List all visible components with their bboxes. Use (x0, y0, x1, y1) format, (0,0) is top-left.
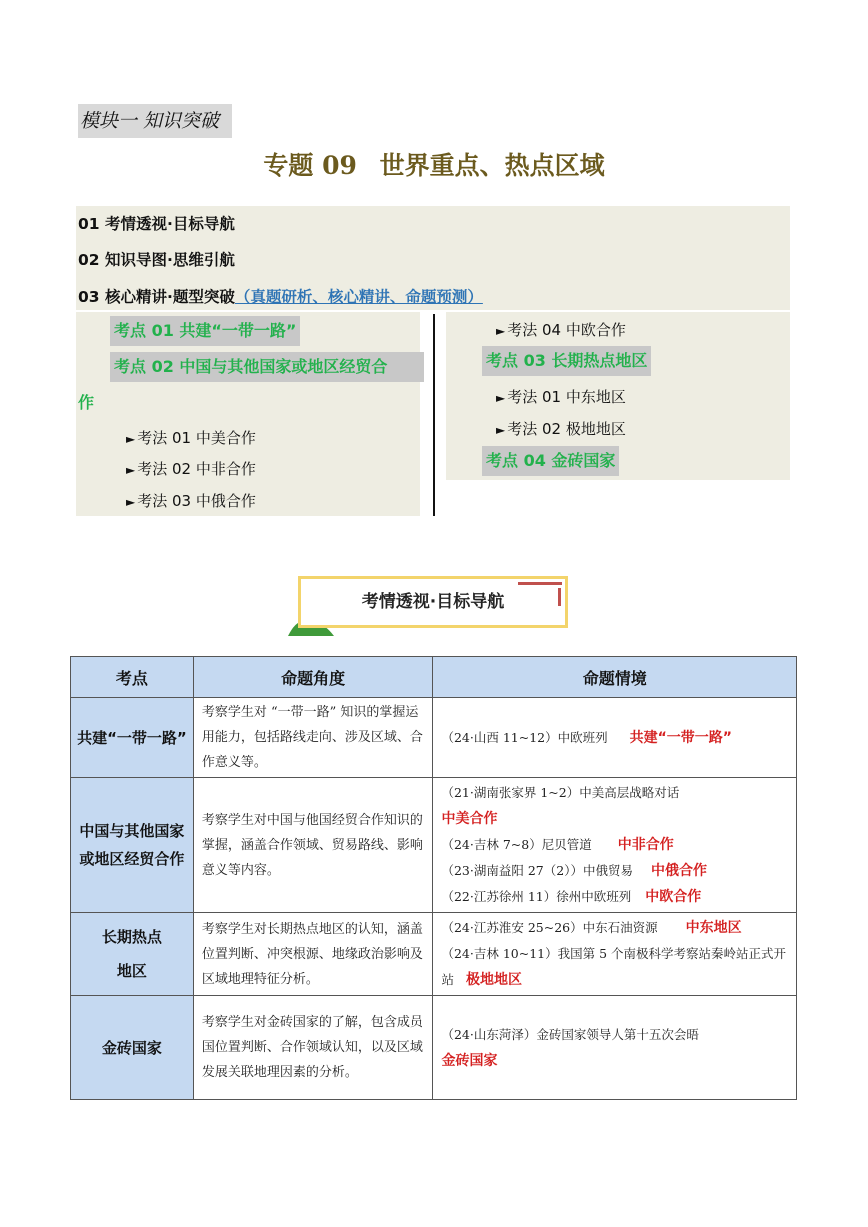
context-line (441, 832, 788, 858)
row-context (433, 913, 797, 996)
module-tag: 模块一 知识突破 (78, 104, 232, 138)
toc-divider (433, 314, 435, 516)
row-angle: 考察学生对长期热点地区的认知，涵盖位置判断、冲突根源、地缘政治影响及区域地理特征分析。 (193, 913, 433, 996)
table-row (71, 913, 797, 996)
context-line (441, 915, 788, 941)
triangle-icon: ► (496, 324, 506, 338)
context-text: （24·江苏淮安 25~26）中东石油资源 (441, 920, 658, 935)
context-tag: 中非合作 (617, 837, 674, 853)
row-angle: 考察学生对中国与他国经贸合作知识的掌握，涵盖合作领域、贸易路线、影响意义等内容。 (193, 778, 433, 913)
toc-kd-2[interactable]: 考点 02 中国与其他国家或地区经贸合 (110, 352, 424, 382)
row-context (433, 778, 797, 913)
toc-item-2[interactable]: 02 知识导图·思维引航 (78, 251, 235, 269)
table-row (71, 698, 797, 778)
header-angle: 命题角度 (193, 657, 433, 698)
toc-kd-4[interactable]: 考点 04 金砖国家 (482, 446, 619, 476)
toc-item-1[interactable]: 01 考情透视·目标导航 (78, 215, 235, 233)
context-tag: 中欧合作 (645, 889, 702, 905)
toc-kd-3[interactable]: 考点 03 长期热点地区 (482, 346, 651, 376)
triangle-icon: ► (126, 432, 136, 446)
toc-item-3-label: 03 核心精讲·题型突破 (78, 288, 235, 306)
triangle-icon: ► (496, 423, 506, 437)
title-prefix: 专题 (263, 151, 314, 180)
context-text: （22·江苏徐州 11）徐州中欧班列 (441, 889, 632, 904)
context-tag: 共建“一带一路” (629, 729, 733, 746)
context-text: （23·湖南益阳 27（2））中俄贸易 (441, 863, 633, 878)
table-header-row (71, 657, 797, 698)
context-text: （24·吉林 7~8）尼贝管道 (441, 837, 592, 852)
row-angle: 考察学生对 “一带一路” 知识的掌握运用能力，包括路线走向、涉及区域、合作意义等。 (193, 698, 433, 778)
title-text: 世界重点、热点区域 (379, 151, 605, 180)
row-point: 共建“一带一路” (71, 698, 194, 778)
context-tag: 金砖国家 (441, 1052, 498, 1069)
row-point-line2: 或地区经贸合作 (79, 850, 185, 868)
toc-kf-3[interactable] (126, 490, 256, 511)
row-context (433, 996, 797, 1100)
toc-kf-1[interactable] (126, 427, 256, 448)
context-line (441, 884, 788, 910)
row-context (433, 698, 797, 778)
toc-kf-2[interactable] (126, 458, 256, 479)
toc-kf-5[interactable] (496, 386, 626, 407)
toc-kf-5-label: 考法 01 中东地区 (507, 388, 626, 406)
triangle-icon: ► (496, 391, 506, 405)
context-line (441, 941, 788, 993)
context-text: （24·山西 11~12）中欧班列 (441, 729, 608, 745)
context-tag: 中东地区 (685, 920, 742, 936)
context-text: （24·吉林 10~11）我国第 5 个南极科学考察站秦岭站正式开站 (441, 946, 787, 987)
toc-kf-4[interactable] (496, 319, 626, 340)
row-point-line2: 地区 (116, 962, 147, 980)
context-text: （24·山东菏泽）金砖国家领导人第十五次会晤 (441, 1026, 699, 1042)
toc-kd-2-cont: 作 (78, 393, 95, 412)
toc-item-3-sub[interactable]: （真题研析、核心精讲、命题预测） (234, 288, 483, 306)
row-point (71, 913, 194, 996)
nav-title: 考情透视·目标导航 (361, 592, 505, 612)
row-point-line1: 中国与其他国家 (79, 822, 185, 840)
triangle-icon: ► (126, 495, 136, 509)
row-point (71, 778, 194, 913)
toc-kd-1[interactable]: 考点 01 共建“一带一路” (110, 316, 300, 346)
header-context: 命题情境 (433, 657, 797, 698)
row-angle: 考察学生对金砖国家的了解，包含成员国位置判断、合作领域认知，以及区域发展关联地理因素的分析。 (193, 996, 433, 1100)
exam-table (70, 656, 797, 1100)
toc-kf-1-label: 考法 01 中美合作 (137, 429, 256, 447)
toc-kf-6-label: 考法 02 极地地区 (507, 420, 626, 438)
toc-kf-3-label: 考法 03 中俄合作 (137, 492, 256, 510)
page-title (0, 146, 868, 182)
triangle-icon: ► (126, 463, 136, 477)
context-tag: 中美合作 (441, 811, 498, 827)
header-kaodian: 考点 (71, 657, 194, 698)
toc-kf-6[interactable] (496, 418, 626, 439)
table-row (71, 996, 797, 1100)
toc-item-3[interactable] (78, 285, 483, 307)
context-tag: 极地地区 (466, 972, 522, 988)
context-line (441, 858, 788, 884)
context-tag: 中俄合作 (650, 863, 707, 879)
context-text: （21·湖南张家界 1~2）中美高层战略对话 (441, 785, 680, 800)
title-number: 09 (322, 151, 357, 180)
row-point: 金砖国家 (71, 996, 194, 1100)
toc-kf-2-label: 考法 02 中非合作 (137, 460, 256, 478)
table-row (71, 778, 797, 913)
row-point-line1: 长期热点 (101, 928, 162, 946)
toc-kf-4-label: 考法 04 中欧合作 (507, 321, 626, 339)
